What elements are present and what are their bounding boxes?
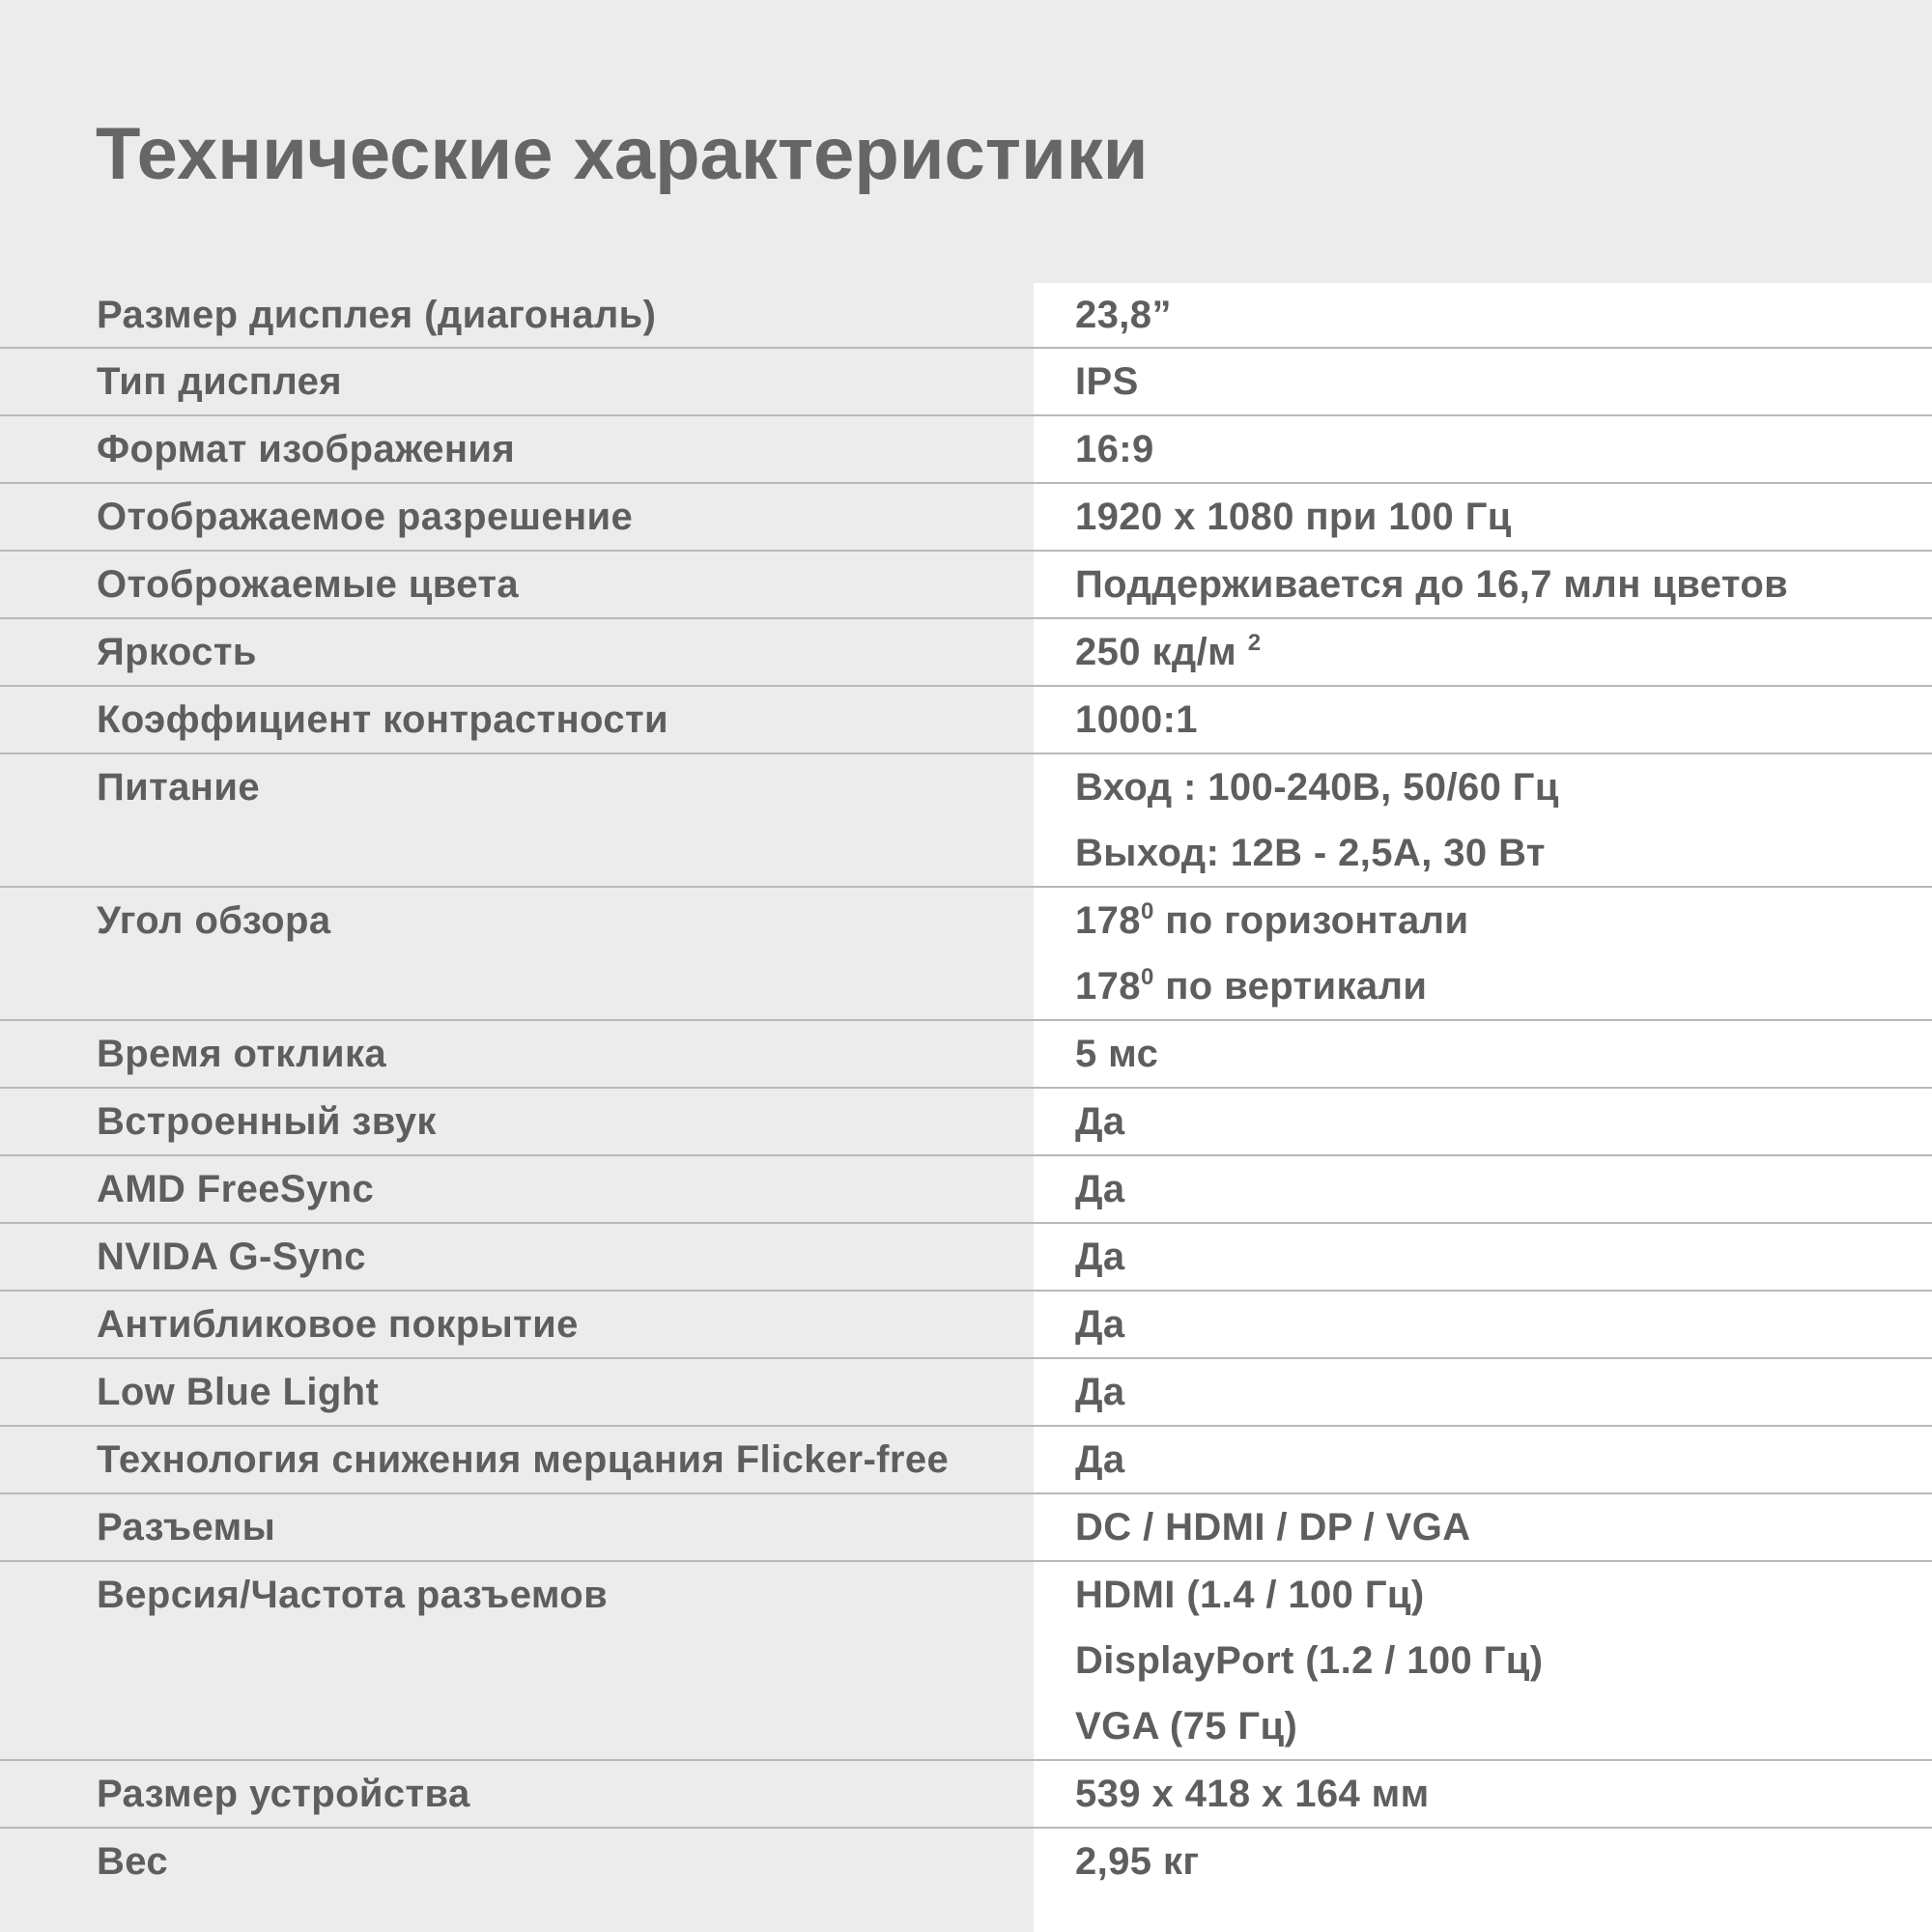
spec-row-display-size (0, 283, 1932, 347)
spec-row-viewing-angle (0, 886, 1932, 1019)
spec-value: Вход : 100-240В, 50/60 Гц Выход: 12В - 2,5А, 30 Вт (1075, 766, 1559, 874)
spec-row-power (0, 753, 1932, 886)
spec-label: Размер дисплея (диагональ) (97, 294, 657, 336)
spec-label: Время отклика (97, 1033, 387, 1075)
spec-value: 1920 x 1080 при 100 Гц (1075, 496, 1512, 538)
spec-row-weight (0, 1827, 1932, 1894)
spec-row-built-in-sound (0, 1087, 1932, 1154)
spec-value: $178^0$ по горизонтали $178^0$ по вертикали (1075, 898, 1469, 1008)
spec-value: 23,8” (1075, 294, 1172, 336)
spec-value: 16:9 (1075, 428, 1154, 470)
spec-label: Low Blue Light (97, 1371, 380, 1413)
spec-row-anti-glare (0, 1290, 1932, 1357)
spec-value: Да (1075, 1371, 1125, 1413)
spec-label: Встроенный звук (97, 1100, 437, 1143)
spec-row-colors (0, 550, 1932, 617)
spec-value: 539 x 418 x 164 мм (1075, 1773, 1430, 1815)
spec-value: Да (1075, 1100, 1125, 1143)
spec-row-connector-versions (0, 1560, 1932, 1759)
spec-label: NVIDA G-Sync (97, 1236, 366, 1278)
spec-value: Да (1075, 1438, 1125, 1481)
spec-row-flicker-free (0, 1425, 1932, 1492)
spec-label: Коэффициент контрастности (97, 698, 668, 741)
spec-row-resolution (0, 482, 1932, 550)
spec-row-aspect-ratio (0, 414, 1932, 482)
spec-row-connectors (0, 1492, 1932, 1560)
spec-label: Антибликовое покрытие (97, 1303, 579, 1346)
spec-label: Отображаемое разрешение (97, 496, 634, 538)
spec-value: IPS (1075, 360, 1139, 403)
spec-label: Разъемы (97, 1506, 276, 1548)
spec-label: Формат изображения (97, 428, 516, 470)
spec-label: Отоброжаемые цвета (97, 563, 519, 606)
spec-label: Яркость (97, 631, 257, 673)
spec-label: Вес (97, 1840, 169, 1883)
page-title: Технические характеристики (96, 113, 1149, 195)
spec-value: 5 мс (1075, 1033, 1159, 1075)
spec-value: HDMI (1.4 / 100 Гц) DisplayPort (1.2 / 100 Гц) VGA (75 Гц) (1075, 1574, 1544, 1747)
spec-value: DC / HDMI / DP / VGA (1075, 1506, 1471, 1548)
spec-row-contrast (0, 685, 1932, 753)
spec-row-amd-freesync (0, 1154, 1932, 1222)
spec-label: Тип дисплея (97, 360, 343, 403)
spec-value: 2,95 кг (1075, 1840, 1200, 1883)
spec-table (0, 283, 1932, 1894)
spec-row-brightness (0, 617, 1932, 685)
superscript: 2 (1247, 630, 1262, 656)
brightness-value: 250 кд/м (1075, 631, 1237, 673)
spec-row-display-type (0, 347, 1932, 414)
spec-value: Да (1075, 1236, 1125, 1278)
spec-row-low-blue-light (0, 1357, 1932, 1425)
spec-label: Технология снижения мерцания Flicker-free (97, 1438, 950, 1481)
spec-value: Поддерживается до 16,7 млн цветов (1075, 563, 1789, 606)
spec-label: Размер устройства (97, 1773, 470, 1815)
spec-label: Питание (97, 766, 260, 809)
spec-label: Версия/Частота разъемов (97, 1574, 609, 1616)
spec-row-response-time (0, 1019, 1932, 1087)
spec-value (0, 619, 1262, 685)
spec-label: AMD FreeSync (97, 1168, 375, 1210)
spec-value: Да (1075, 1303, 1125, 1346)
spec-label: Угол обзора (97, 899, 331, 942)
spec-value: 1000:1 (1075, 698, 1198, 741)
spec-row-device-size (0, 1759, 1932, 1827)
spec-row-nvidia-gsync (0, 1222, 1932, 1290)
spec-value: Да (1075, 1168, 1125, 1210)
